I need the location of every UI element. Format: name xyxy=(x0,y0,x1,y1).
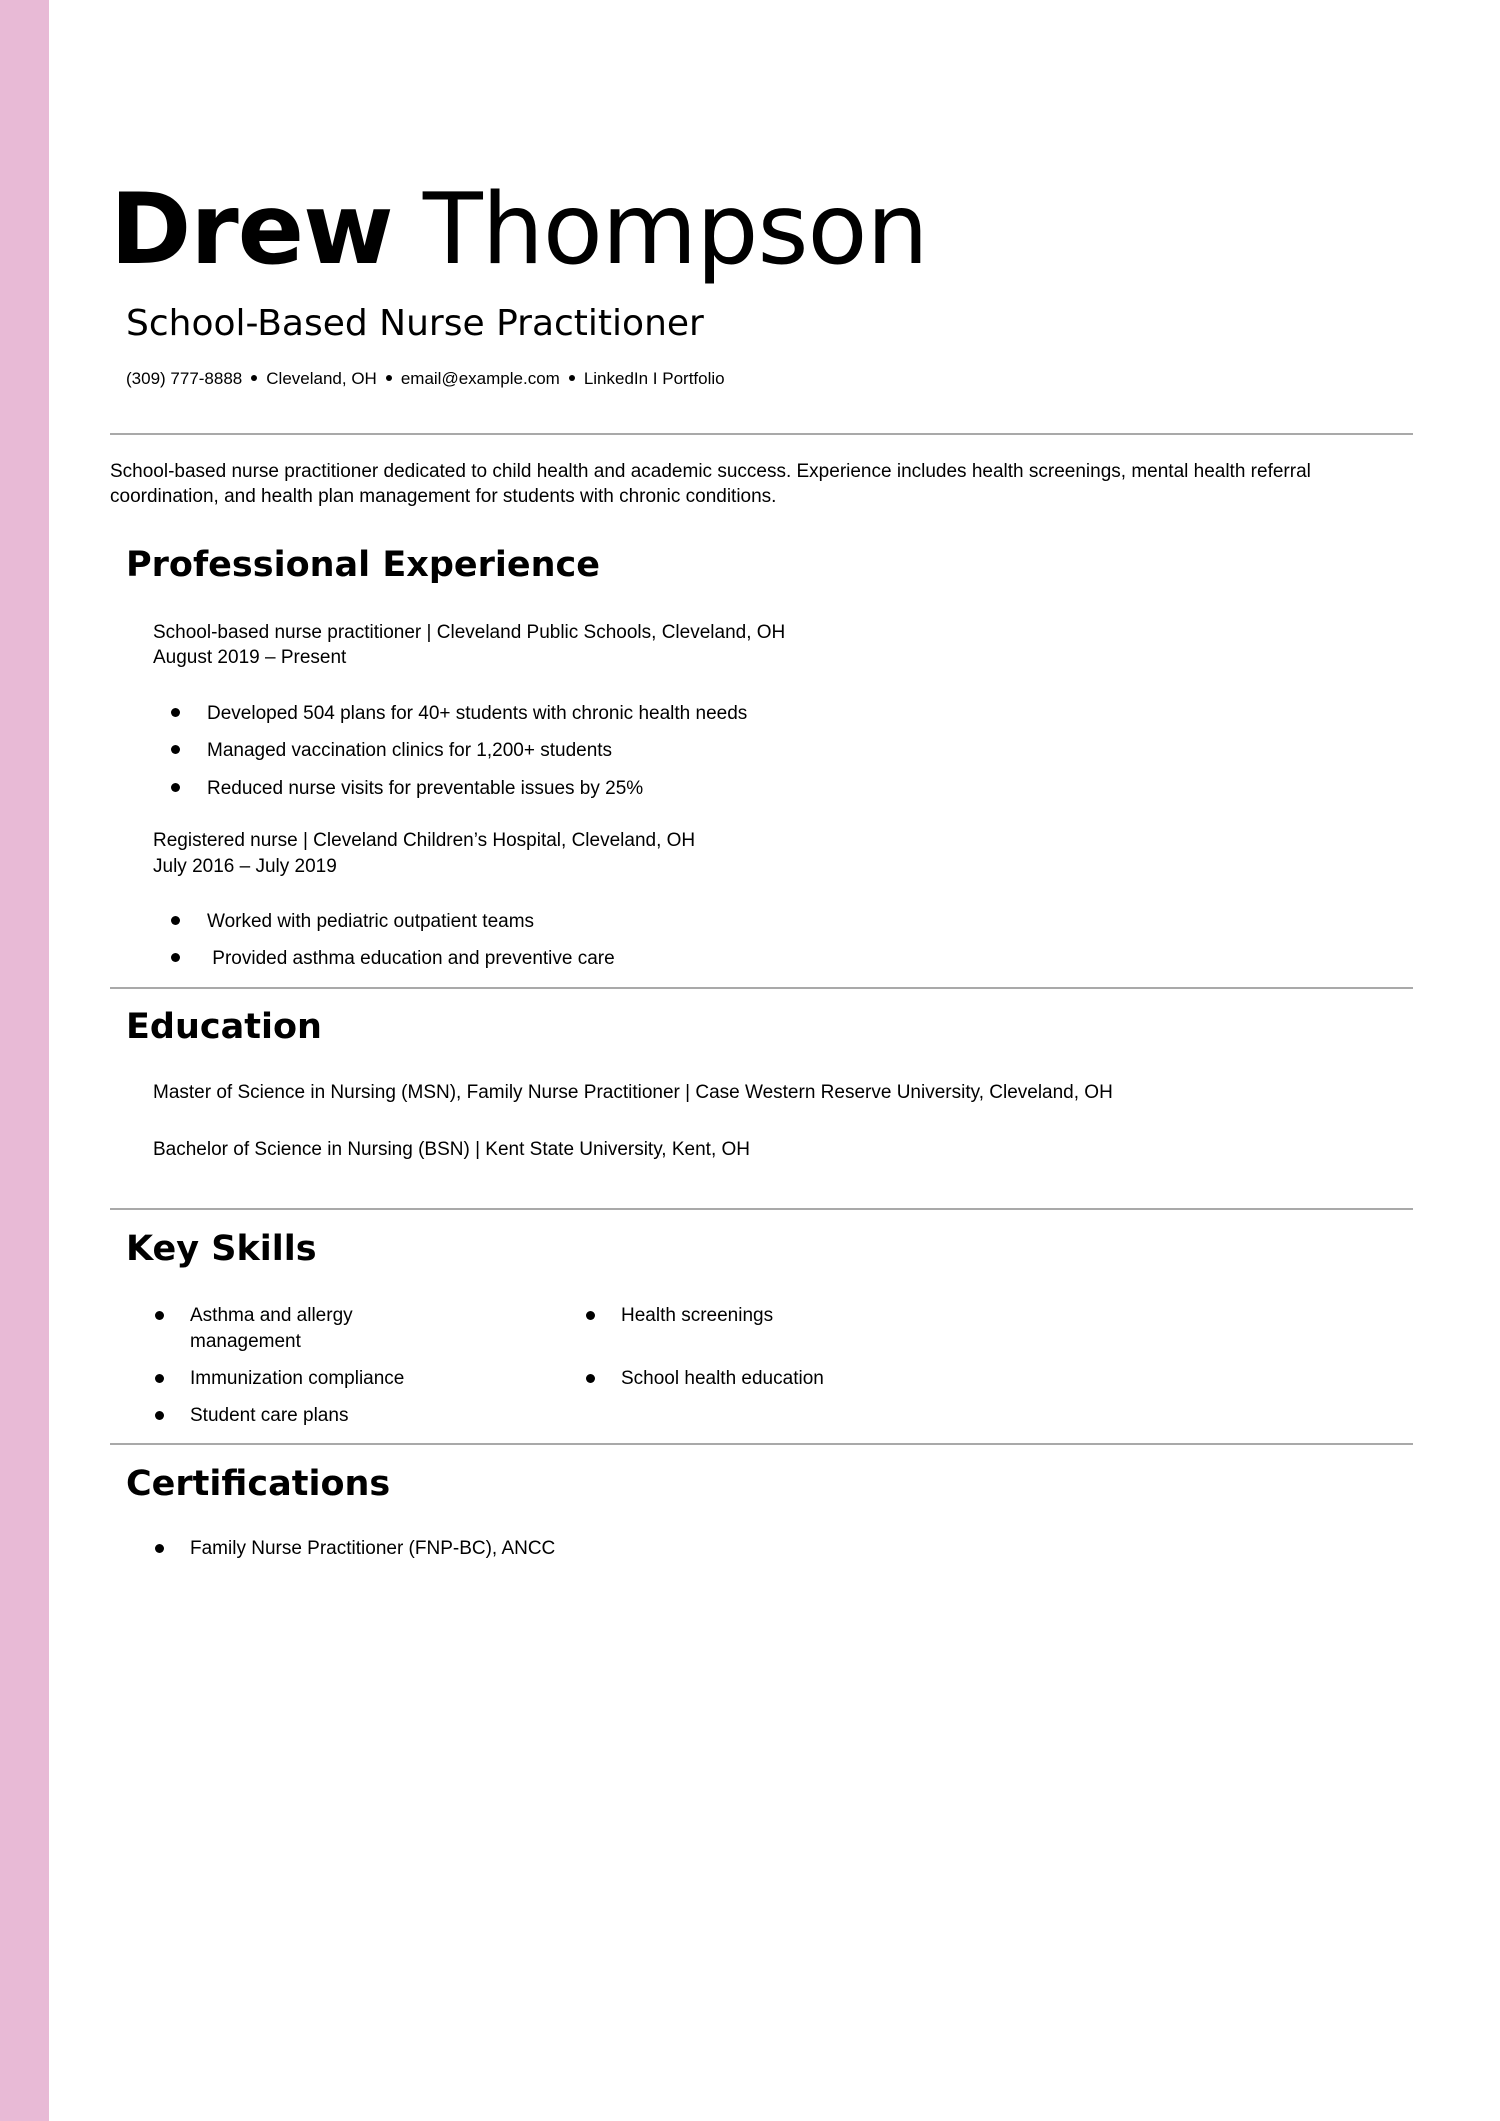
skill-item: School health education xyxy=(621,1368,824,1389)
contact-separator xyxy=(386,375,392,381)
skill-item: Health screenings xyxy=(621,1305,774,1326)
first-name: Drew xyxy=(110,173,393,287)
skills-heading: Key Skills xyxy=(126,1229,317,1269)
contact-line xyxy=(126,367,725,391)
bullet xyxy=(171,953,180,962)
contact-links[interactable]: LinkedIn I Portfolio xyxy=(583,369,725,388)
professional-summary: School-based nurse practitioner dedicated to child health and academic success. Experience includes health screenings, mental health referral coordination, and health plan management for students with chronic conditions. xyxy=(110,461,1311,507)
bullet xyxy=(171,916,180,925)
contact-location: Cleveland, OH xyxy=(266,369,377,388)
experience-heading: Professional Experience xyxy=(126,545,601,585)
contact-phone: (309) 777-8888 xyxy=(126,369,243,388)
bullet xyxy=(155,1374,164,1383)
bullet xyxy=(171,783,180,792)
certification-item: Family Nurse Practitioner (FNP-BC), ANCC xyxy=(190,1538,556,1559)
bullet xyxy=(155,1544,164,1553)
job-dates: July 2016 – July 2019 xyxy=(153,856,337,877)
certifications-heading: Certifications xyxy=(126,1464,391,1504)
sidebar-stripe xyxy=(0,0,49,2121)
contact-separator xyxy=(251,375,257,381)
bullet xyxy=(586,1374,595,1383)
bullet xyxy=(586,1311,595,1320)
job-bullet: Worked with pediatric outpatient teams xyxy=(207,911,535,932)
job-bullet: Developed 504 plans for 40+ students with chronic health needs xyxy=(207,703,748,724)
divider xyxy=(110,1208,1413,1210)
divider xyxy=(110,987,1413,989)
skill-item: Immunization compliance xyxy=(190,1368,405,1389)
bullet xyxy=(155,1311,164,1320)
candidate-name xyxy=(110,170,928,290)
job-bullet: Reduced nurse visits for preventable issues by 25% xyxy=(207,778,644,799)
job-bullet: Managed vaccination clinics for 1,200+ students xyxy=(207,740,613,761)
contact-email[interactable]: email@example.com xyxy=(400,369,560,388)
contact-separator xyxy=(569,375,575,381)
education-heading: Education xyxy=(126,1007,322,1047)
divider xyxy=(110,1443,1413,1445)
skill-item: Asthma and allergy management xyxy=(190,1305,353,1352)
education-entry: Bachelor of Science in Nursing (BSN) | Kent State University, Kent, OH xyxy=(153,1139,750,1160)
bullet xyxy=(155,1411,164,1420)
bullet xyxy=(171,745,180,754)
skill-item: Student care plans xyxy=(190,1405,349,1426)
job-title-line: School-based nurse practitioner | Cleveland Public Schools, Cleveland, OH xyxy=(153,622,786,643)
job-title-line: Registered nurse | Cleveland Children’s Hospital, Cleveland, OH xyxy=(153,830,696,851)
education-entry: Master of Science in Nursing (MSN), Family Nurse Practitioner | Case Western Reserve University, Cleveland, OH xyxy=(153,1082,1113,1103)
last-name: Thompson xyxy=(422,173,928,287)
job-bullet: Provided asthma education and preventive care xyxy=(207,948,615,969)
job-title: School-Based Nurse Practitioner xyxy=(126,303,704,344)
job-dates: August 2019 – Present xyxy=(153,647,347,668)
divider xyxy=(110,433,1413,435)
bullet xyxy=(171,708,180,717)
